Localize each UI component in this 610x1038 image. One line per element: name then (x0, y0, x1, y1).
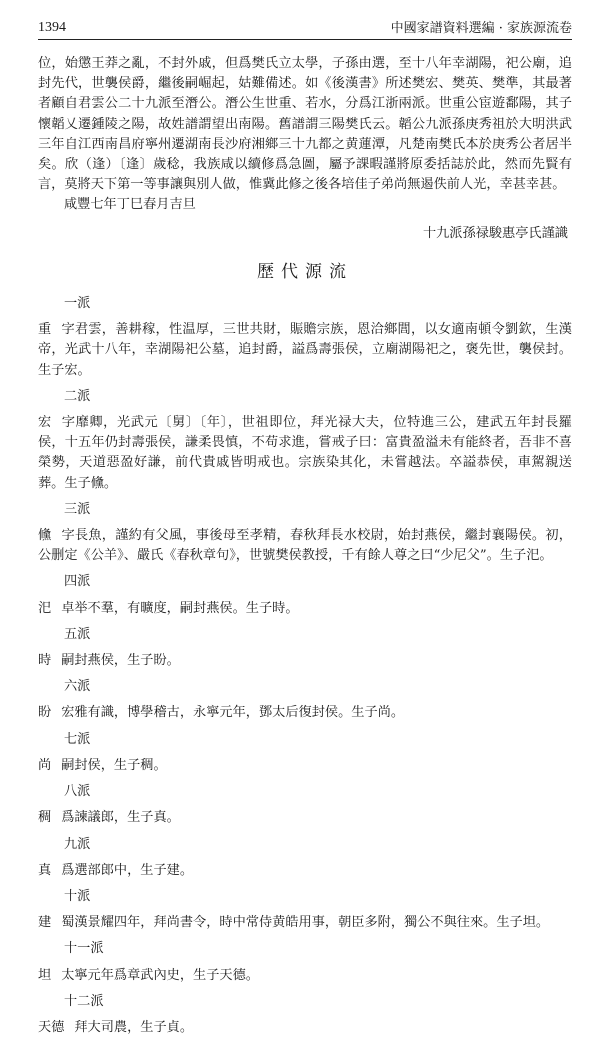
header-rule (38, 39, 572, 40)
ancestor-text: 字君雲，善耕稼，性温厚，三世共財，賑贍宗族，恩洽鄉閭，以女適南頓令劉欽，生漢帝，光武十八年，幸湖陽祀公墓，追封爵，謚爲壽張侯，立廟湖陽祀之，褒先世，襲侯封。生子宏。 (38, 322, 572, 378)
ancestor-text: 爲選部郎中，生子建。 (61, 862, 194, 878)
generation-label: 五派 (64, 626, 91, 642)
generation-label: 六派 (64, 679, 91, 695)
generation-entry (38, 861, 572, 881)
generation-label: 一派 (64, 296, 91, 312)
ancestor-text: 拜大司農，生子貞。 (74, 1019, 194, 1035)
generation-label: 四派 (64, 574, 91, 590)
generation-label: 二派 (64, 388, 91, 404)
generations-list (38, 294, 572, 1038)
date-line: 咸豐七年丁巳春月吉旦 (64, 197, 196, 213)
ancestor-name: 建 (38, 915, 52, 931)
generation-entry (38, 599, 572, 619)
section-title: 歷代源流 (257, 261, 353, 282)
ancestor-name: 儵 (38, 528, 52, 544)
generation-entry (38, 703, 572, 723)
generation-entry (38, 966, 572, 986)
ancestor-name: 時 (38, 653, 52, 669)
signature: 十九派孫禄駿惠亭氏謹識 (422, 225, 568, 241)
intro-paragraph: 位，始懲王莽之亂，不封外戚，但爲樊氏立太學，子孫由選，至十八年幸湖陽，祀公廟，追封先代，世襲侯爵，繼後嗣崛起，姑難備述。如《後漢書》所述樊宏、樊英、樊準，其最著者顧自君雲公二十九派至潛公。潛公生世重、若水，分爲江浙兩派。世重公宦遊鄱陽，其子懷韜乂遷鍾陵之陽，故姓譜謂望出南陽。舊譜謂三陽樊氏云。韜公九派孫庚秀祖於大明洪武三年自江西南昌府寧州遷湖南長沙府湘鄉三十九都之黄蓮潭，凡楚南樊氏本於庚秀公者居半矣。欣（逢）〔逢〕歲稔，我族咸以續修爲急圖，屬予課暇謹將原委括誌於此，然而先賢有言，莫將天下第一等事讓與別人做，惟冀此修之後各培佳子弟尚無遏佚前人光，幸甚幸甚。 (38, 56, 572, 193)
generation-entry (38, 413, 572, 494)
generation-entry (38, 526, 572, 566)
generation-label: 十一派 (64, 941, 104, 957)
ancestor-text: 嗣封侯，生子稠。 (61, 757, 167, 773)
ancestor-text: 字靡卿，光武元〔舅〕〔年〕，世祖即位，拜光禄大夫，位特進三公，建武五年封長羅侯，十五年仍封壽張侯，謙柔畏慎，不苟求進，嘗戒子曰：富貴盈溢未有能終者，吾非不喜榮勢，天道惡盈好謙，前代貴戚皆明戒也。宗族染其化，未嘗越法。卒謚恭侯，車駕親送葬。生子儵。 (38, 415, 572, 491)
ancestor-name: 坦 (38, 967, 52, 983)
generation-entry (38, 913, 572, 933)
page-number: 1394 (38, 20, 66, 35)
generation-label: 九派 (64, 836, 91, 852)
generation-label: 三派 (64, 501, 91, 517)
ancestor-name: 重 (38, 322, 52, 338)
ancestor-text: 蜀漢景耀四年，拜尚書令，時中常侍黄皓用事，朝臣多附，獨公不與往來。生子坦。 (61, 915, 550, 931)
generation-label: 七派 (64, 731, 91, 747)
ancestor-name: 宏 (38, 415, 52, 431)
generation-entry (38, 320, 572, 381)
book-title: 中國家譜資料選編 · 家族源流卷 (390, 21, 572, 36)
ancestor-text: 爲諫議郎，生子真。 (61, 810, 180, 826)
generation-label: 八派 (64, 784, 91, 800)
generation-entry (38, 808, 572, 828)
page-content (38, 54, 572, 1038)
ancestor-text: 字長魚，謹約有父風，事後母至孝精，春秋拜長水校尉，始封燕侯，繼封襄陽侯。初，公删定《公羊》、嚴氏《春秋章句》，世號樊侯教授，千有餘人尊之曰“少尼父”。生子汜。 (38, 528, 572, 564)
generation-entry (38, 756, 572, 776)
ancestor-text: 卓举不羣，有曠度，嗣封燕侯。生子時。 (61, 600, 299, 616)
ancestor-name: 稠 (38, 810, 52, 826)
ancestor-name: 汜 (38, 600, 52, 616)
generation-label: 十二派 (64, 993, 104, 1009)
ancestor-name: 真 (38, 862, 52, 878)
generation-entry (38, 1018, 572, 1038)
ancestor-text: 太寧元年爲章武內史，生子天德。 (61, 967, 259, 983)
ancestor-name: 天德 (38, 1019, 65, 1035)
ancestor-text: 嗣封燕侯，生子盼。 (61, 653, 180, 669)
ancestor-name: 尚 (38, 757, 52, 773)
generation-entry (38, 651, 572, 671)
ancestor-name: 盼 (38, 705, 52, 721)
ancestor-text: 宏雅有識，博學稽古，永寧元年，鄧太后復封侯。生子尚。 (61, 705, 405, 721)
generation-label: 十派 (64, 888, 91, 904)
running-header (38, 14, 572, 36)
